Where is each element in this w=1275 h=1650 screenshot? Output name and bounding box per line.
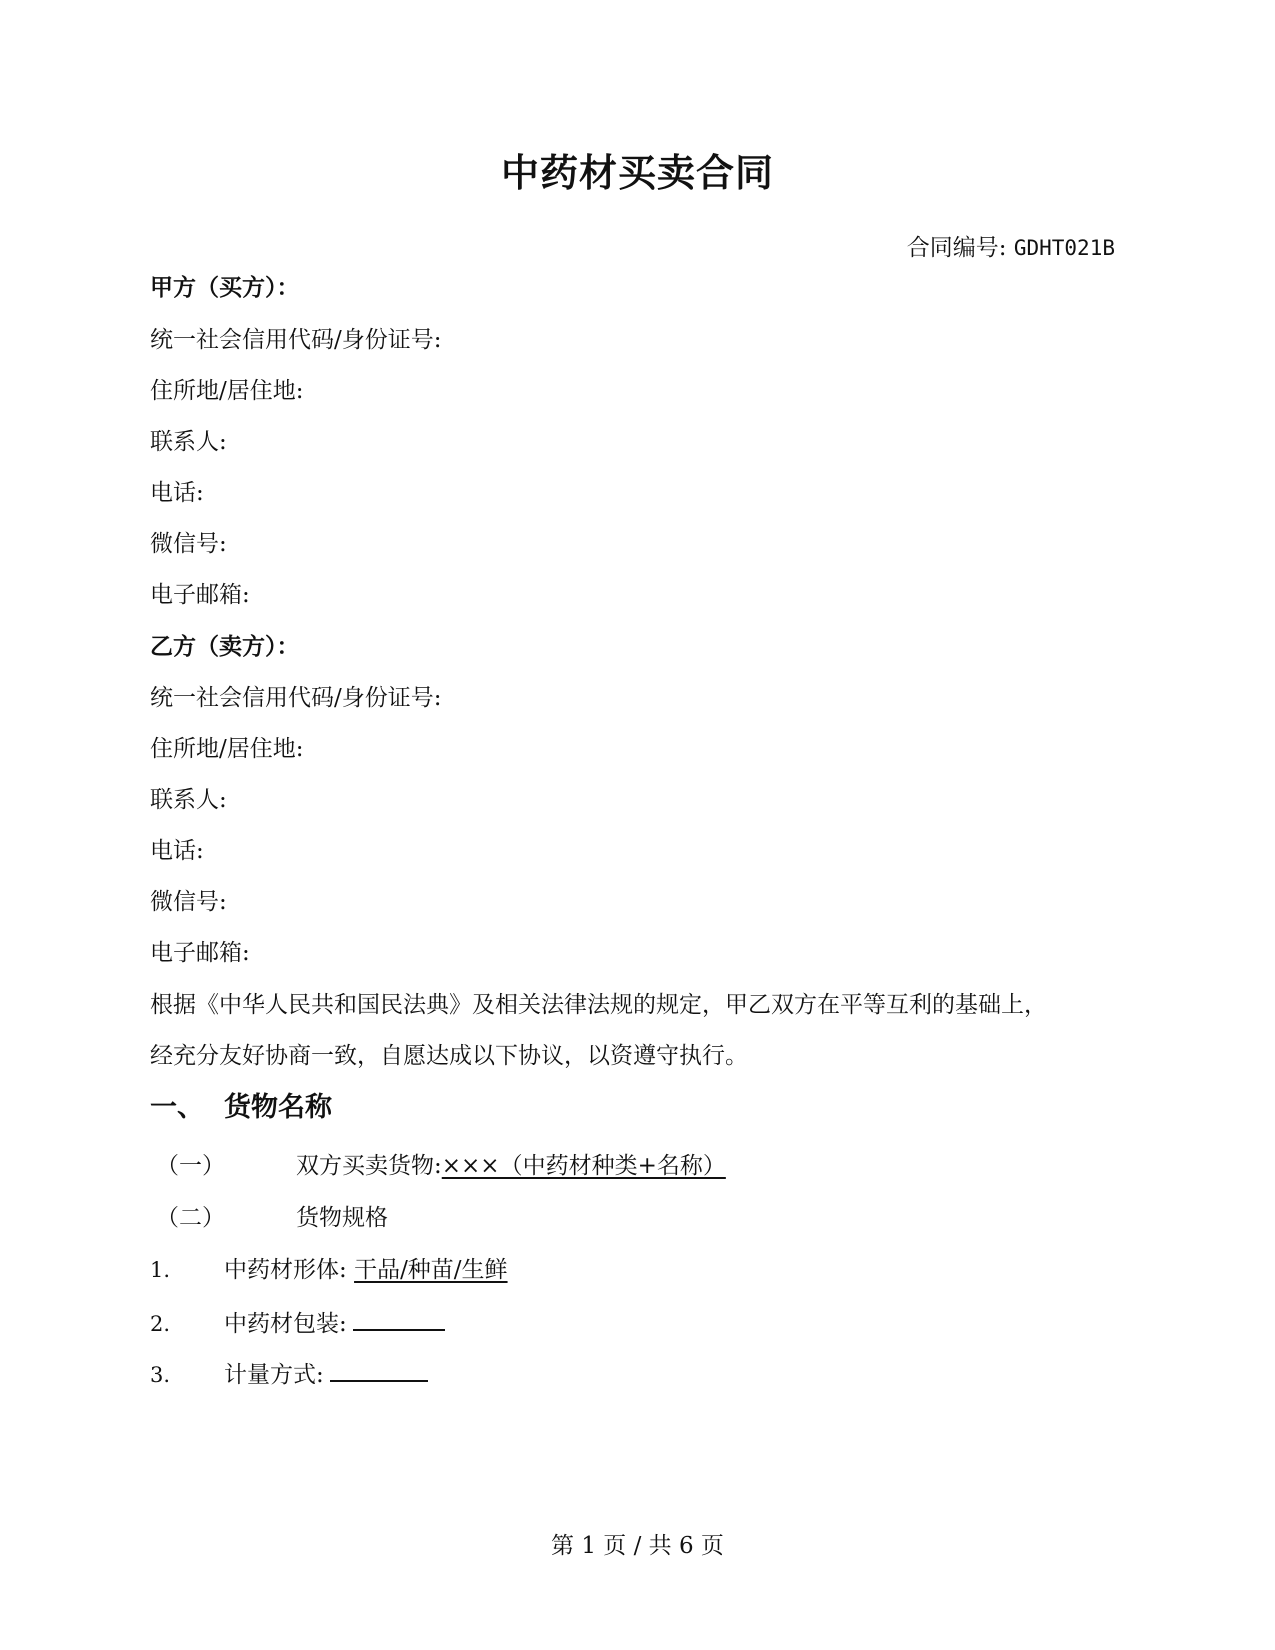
item-3-label: 计量方式: bbox=[224, 1362, 324, 1388]
party-a-phone: 电话: bbox=[150, 480, 204, 506]
document-title: 中药材买卖合同 bbox=[500, 150, 774, 195]
item-2-label: 中药材包装: bbox=[224, 1311, 347, 1337]
item-2-blank bbox=[353, 1305, 445, 1331]
party-a-heading: 甲方（买方）： bbox=[150, 274, 300, 301]
party-b-wechat: 微信号: bbox=[150, 889, 227, 915]
party-a-credit-code: 统一社会信用代码/身份证号: bbox=[150, 327, 442, 353]
contract-number-label: 合同编号: bbox=[906, 235, 1007, 261]
sub-1-label: 双方买卖货物: bbox=[296, 1153, 442, 1179]
page-footer: 第 1 页 / 共 6 页 bbox=[551, 1533, 724, 1559]
contract-number-value: GDHT021B bbox=[1013, 236, 1115, 260]
preamble-line-2: 经充分友好协商一致，自愿达成以下协议，以资遵守执行。 bbox=[150, 1043, 748, 1069]
section-1-heading bbox=[150, 1092, 332, 1124]
item-2-number: 2. bbox=[150, 1312, 171, 1336]
party-a-wechat: 微信号: bbox=[150, 531, 227, 557]
spec-item-packaging bbox=[150, 1305, 445, 1340]
party-b-heading: 乙方（卖方）： bbox=[150, 633, 300, 660]
sub-1-number: （一） bbox=[156, 1153, 225, 1179]
sub-1-value: ×××（中药材种类+名称） bbox=[441, 1153, 726, 1179]
item-3-blank bbox=[330, 1356, 428, 1382]
section-1-sub-1 bbox=[150, 1150, 726, 1182]
party-b-contact: 联系人: bbox=[150, 787, 227, 813]
party-b-phone: 电话: bbox=[150, 838, 204, 864]
sub-2-label: 货物规格 bbox=[296, 1205, 388, 1231]
section-1-sub-2 bbox=[150, 1202, 388, 1234]
item-3-number: 3. bbox=[150, 1363, 171, 1387]
party-a-contact: 联系人: bbox=[150, 429, 227, 455]
sub-2-number: （二） bbox=[156, 1205, 225, 1231]
section-1-title: 货物名称 bbox=[224, 1092, 332, 1123]
item-1-value: 干品/种苗/生鲜 bbox=[354, 1257, 508, 1283]
spec-item-form bbox=[150, 1254, 508, 1286]
contract-number bbox=[907, 232, 1115, 264]
preamble-line-1: 根据《中华人民共和国民法典》及相关法律法规的规定，甲乙双方在平等互利的基础上， bbox=[150, 992, 1047, 1018]
party-b-address: 住所地/居住地: bbox=[150, 736, 304, 762]
item-1-label: 中药材形体: bbox=[224, 1257, 347, 1283]
section-1-number: 一、 bbox=[150, 1092, 204, 1123]
party-b-credit-code: 统一社会信用代码/身份证号: bbox=[150, 685, 442, 711]
party-a-address: 住所地/居住地: bbox=[150, 378, 304, 404]
party-a-email: 电子邮箱: bbox=[150, 582, 250, 608]
spec-item-measurement bbox=[150, 1356, 428, 1391]
item-1-number: 1. bbox=[150, 1258, 171, 1282]
party-b-email: 电子邮箱: bbox=[150, 940, 250, 966]
